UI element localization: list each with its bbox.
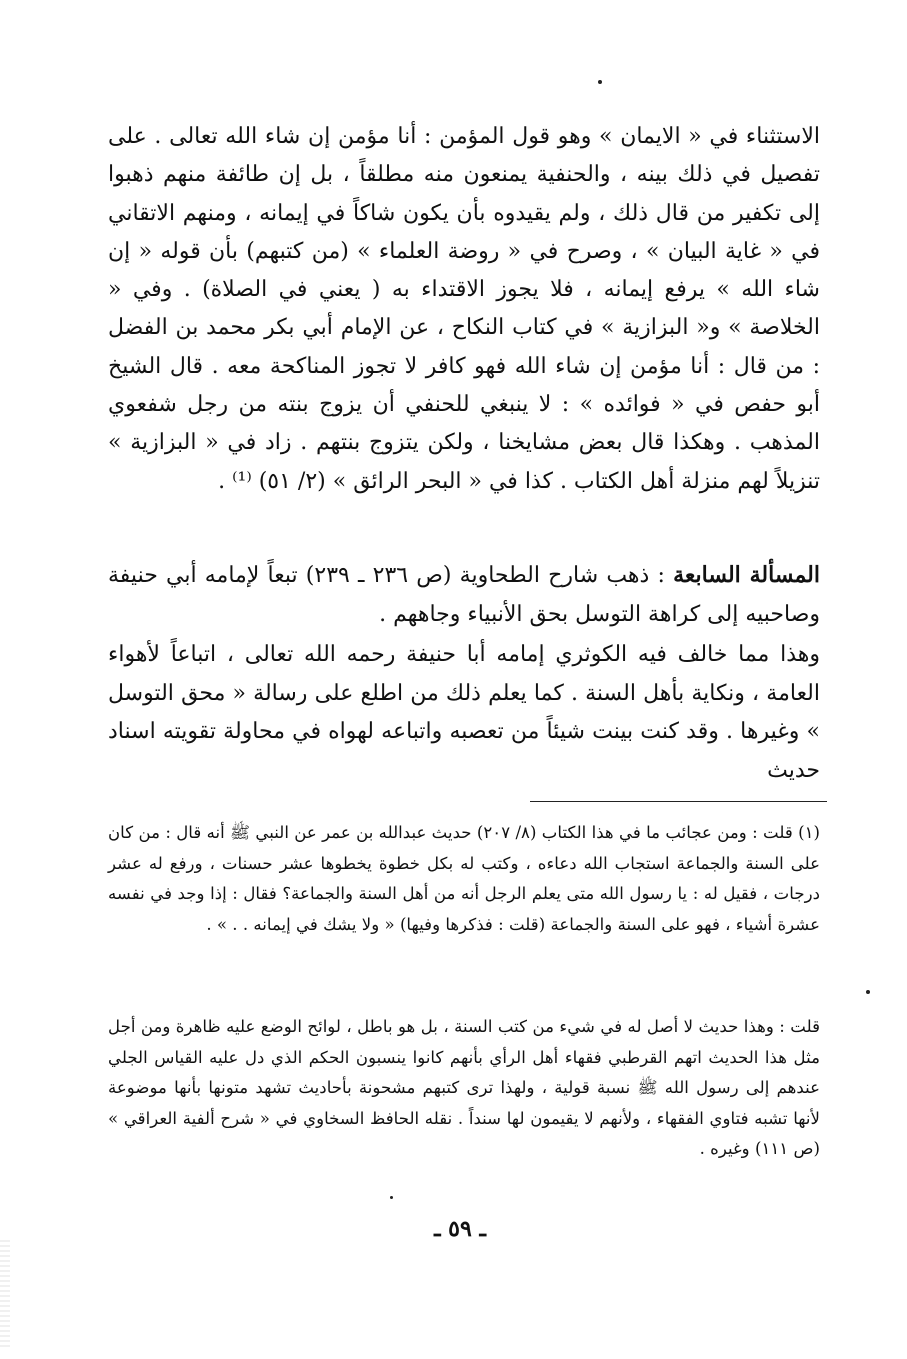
issue-heading: المسألة السابعة: [673, 562, 820, 588]
page-number: ـ ٥٩ ـ: [434, 1216, 486, 1242]
speck: [390, 1196, 393, 1199]
scan-edge: [0, 1240, 10, 1350]
issue-paragraph: [108, 556, 820, 634]
speck: [866, 990, 870, 994]
footnote-separator: [530, 801, 827, 802]
second-paragraph: وهذا مما خالف فيه الكوثري إمامه أبا حنيفة رحمه الله تعالى ، اتباعاً لأهواء العامة ، ونكاية بأهل السنة . كما يعلم ذلك من اطلع على رسالة « محق التوسل » وغيرها . وقد كنت بينت شيئاً من تعصبه واتباعه لهواه في محاولة تقويته اسناد حديث: [108, 642, 820, 783]
main-paragraph: الاستثناء في « الايمان » وهو قول المؤمن : أنا مؤمن إن شاء الله تعالى . على تفصيل في ذلك بينه ، والحنفية يمنعون منه مطلقاً ، بل إن طائفة منهم ذهبوا إلى تكفير من قال ذلك ، ولم يقيدوه بأن يكون شاكاً في إيمانه ، ومنهم الاتقاني في « غاية البيان » ، وصرح في « روضة العلماء » (من كتبهم) بأن قوله « إن شاء الله » يرفع إيمانه ، فلا يجوز الاقتداء به ( يعني في الصلاة) . وفي « الخلاصة » و« البزازية » في كتاب النكاح ، عن الإمام أبي بكر محمد بن الفضل : من قال : أنا مؤمن إن شاء الله فهو كافر لا تجوز المناكحة معه . قال الشيخ أبو حفص في « فوائده » : لا ينبغي للحنفي أن يزوج بنته من رجل شفعوي المذهب . وهكذا قال بعض مشايخنا ، ولكن يتزوج بنتهم . زاد في « البزازية » تنزيلاً لهم منزلة أهل الكتاب . كذا في « البحر الرائق » (٢/ ٥١) ⁽¹⁾ .: [108, 124, 820, 494]
speck: [598, 80, 602, 84]
issue-text: : ذهب شارح الطحاوية (ص ٢٣٦ ـ ٢٣٩) تبعاً لإمامه أبي حنيفة وصاحبيه إلى كراهة التوسل بحق الأنبياء وجاههم .: [108, 563, 820, 627]
footnote-2: قلت : وهذا حديث لا أصل له في شيء من كتب السنة ، بل هو باطل ، لوائح الوضع عليه ظاهرة ومن أجل مثل هذا الحديث اتهم القرطبي فقهاء أهل الرأي بأنهم كانوا ينسبون الحكم الذي دل عليه القياس الجلي عندهم إلى رسول الله ﷺ نسبة قولية ، ولهذا ترى كتبهم مشحونة بأحاديث تشهد متونها بأنها موضوعة لأنها تشبه فتاوي الفقهاء ، ولأنهم لا يقيمون لها سنداً . نقله الحافظ السخاوي في « شرح ألفية العراقي » (ص ١١١) وغيره .: [108, 1017, 820, 1158]
footnote-1: (١) قلت : ومن عجائب ما في هذا الكتاب (٨/ ٢٠٧) حديث عبدالله بن عمر عن النبي ﷺ أنه قال : من كان على السنة والجماعة استجاب الله دعاءه ، وكتب له بكل خطوة يخطوها عشر حسنات ، ورفع له عشر درجات ، فقيل له : يا رسول الله متى يعلم الرجل أنه من أهل السنة والجماعة؟ فقال : إذا وجد في نفسه عشرة أشياء ، فهو على السنة والجماعة (قلت : فذكرها وفيها) « ولا يشك في إيمانه . . » .: [108, 823, 820, 934]
